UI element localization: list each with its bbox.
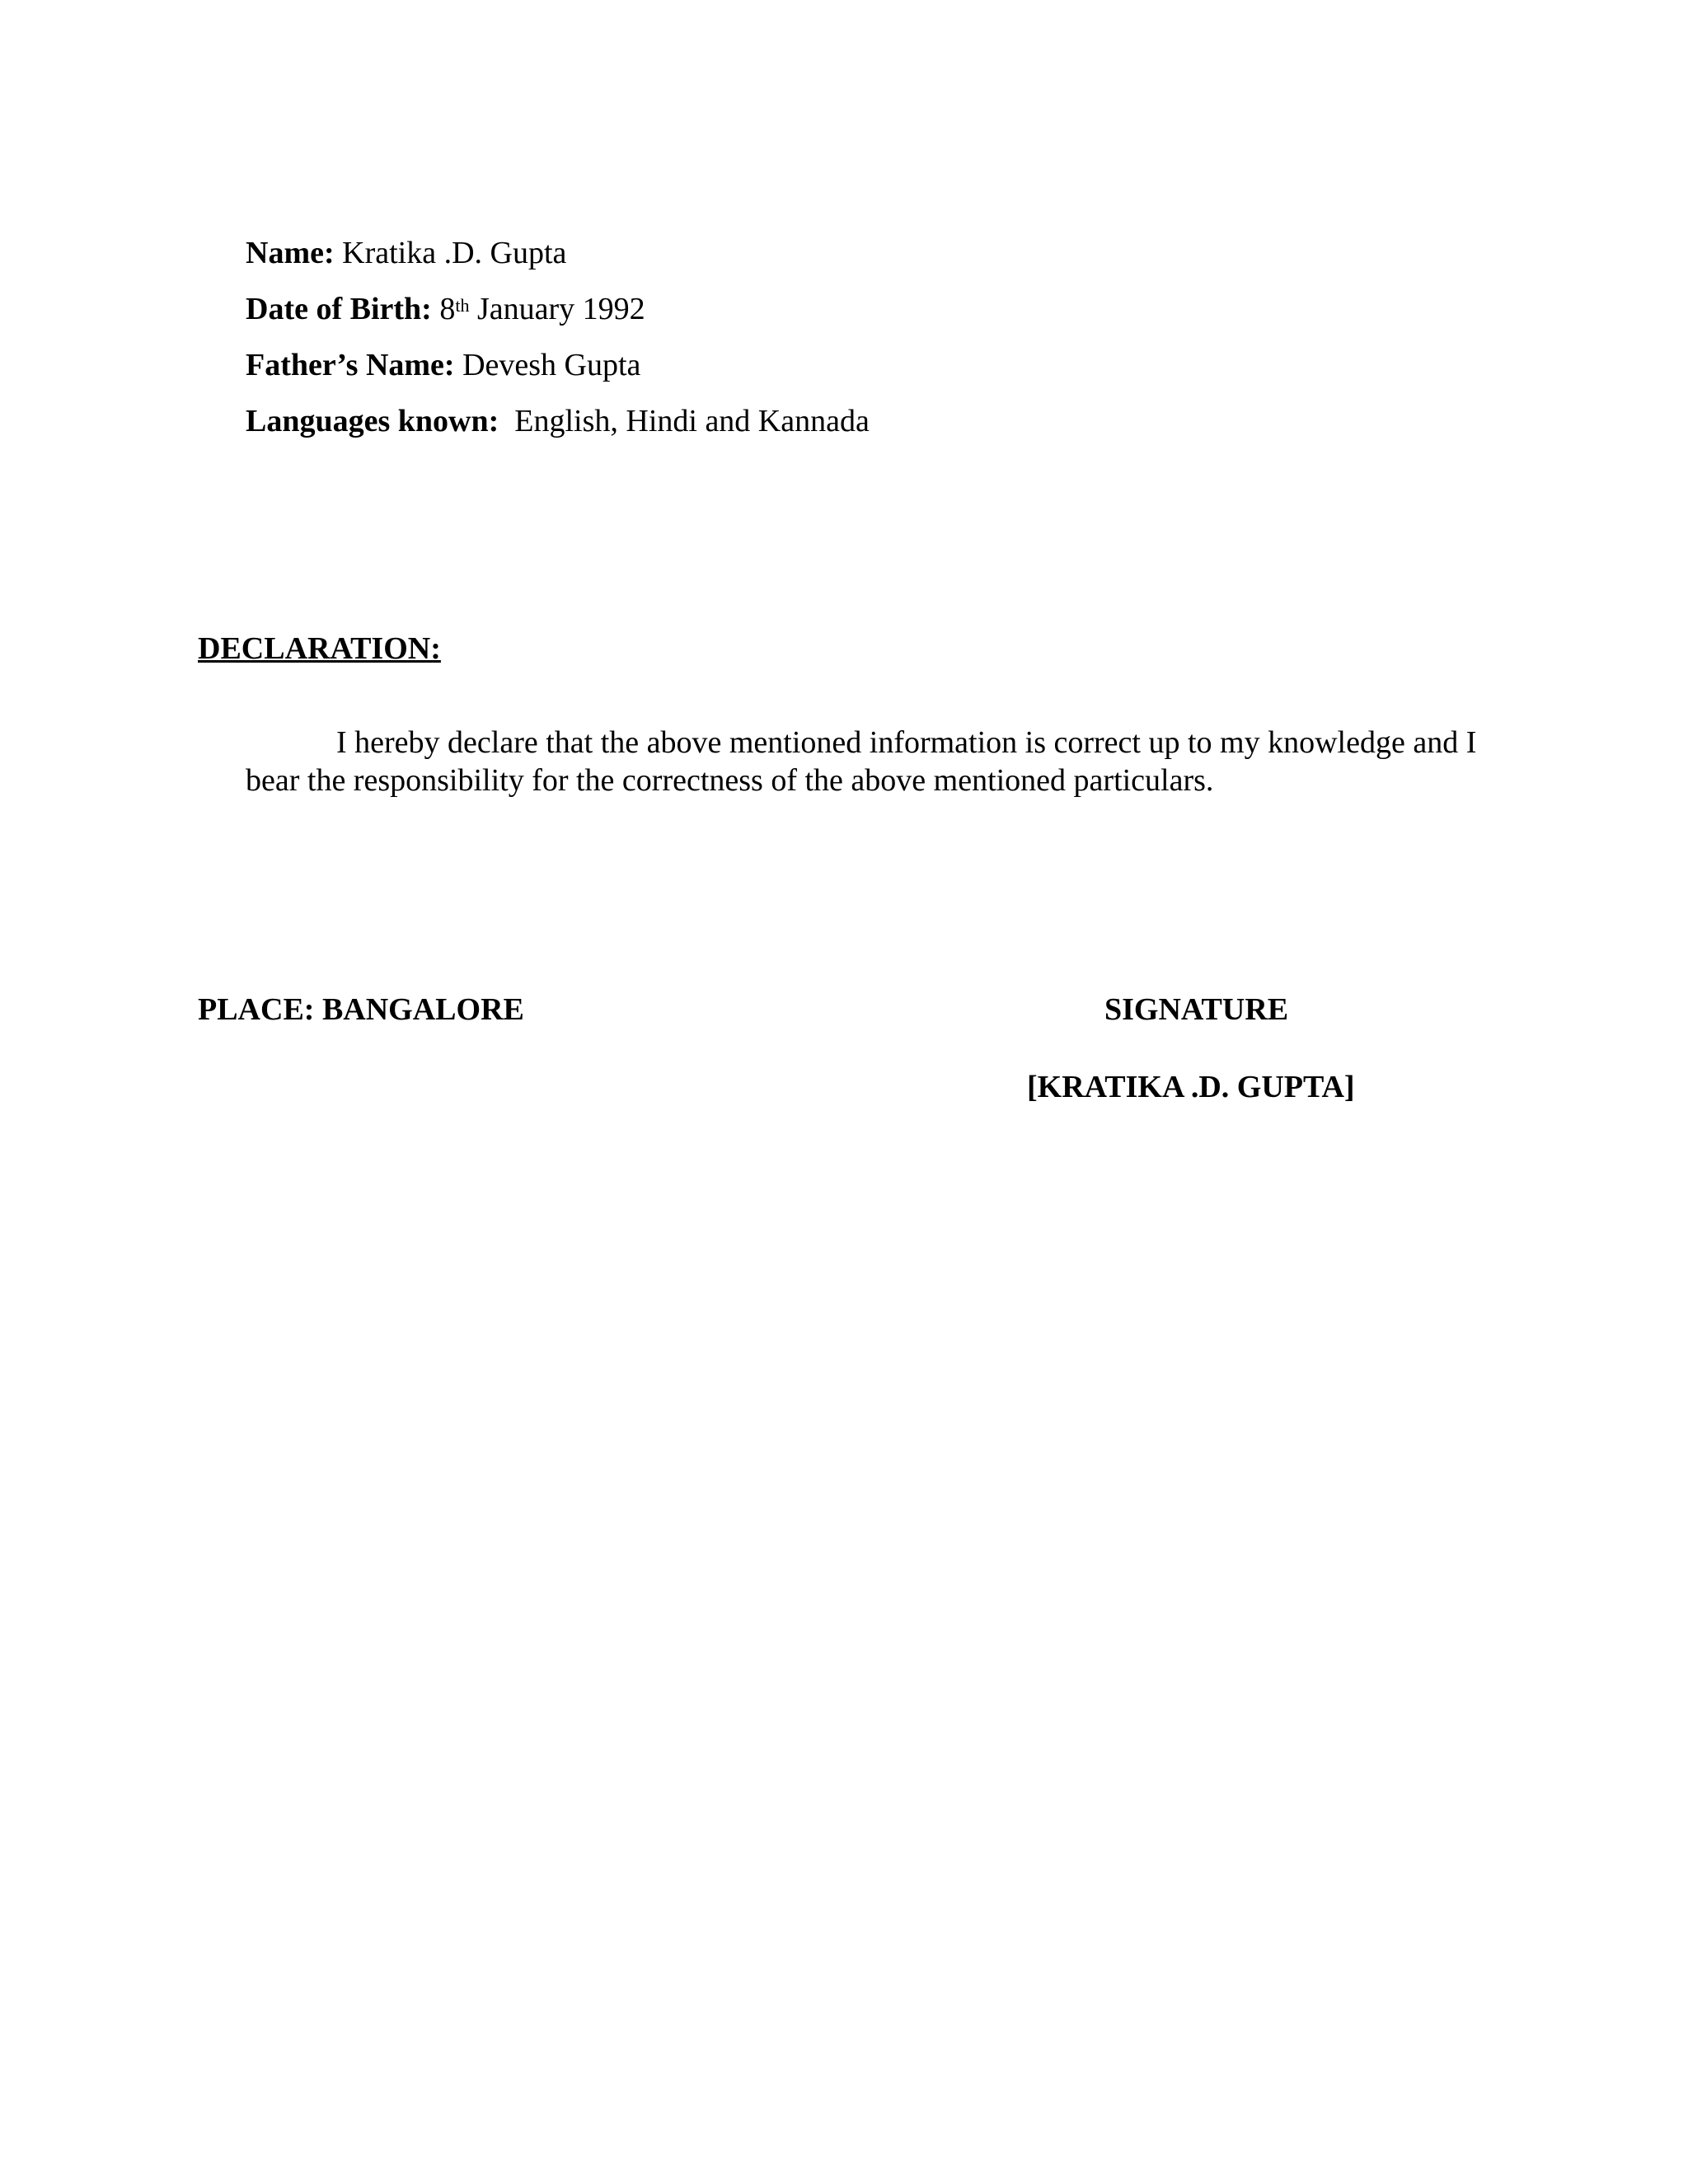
signature-name: [KRATIKA .D. GUPTA] xyxy=(1027,1070,1355,1104)
father-value: Devesh Gupta xyxy=(462,348,641,382)
declaration-text: I hereby declare that the above mentioned information is correct up to my knowledge and I bear the responsibility for the correctness of the above mentioned particulars. xyxy=(246,725,1477,798)
dob-day: 8 xyxy=(439,292,456,326)
father-label: Father’s Name: xyxy=(246,348,455,382)
father-row xyxy=(246,346,640,384)
dob-ordinal-suffix: th xyxy=(455,295,470,316)
declaration-heading: DECLARATION: xyxy=(198,631,441,666)
place-label: PLACE: BANGALORE xyxy=(198,992,524,1027)
signature-label: SIGNATURE xyxy=(1104,992,1289,1027)
name-value: Kratika .D. Gupta xyxy=(342,236,567,270)
dob-month-year: January 1992 xyxy=(476,292,645,326)
languages-label: Languages known: xyxy=(246,404,499,438)
languages-value: English, Hindi and Kannada xyxy=(514,404,870,438)
name-label: Name: xyxy=(246,236,335,270)
dob-row xyxy=(246,290,645,328)
name-row xyxy=(246,234,566,272)
dob-label: Date of Birth: xyxy=(246,292,432,326)
languages-row xyxy=(246,402,870,440)
